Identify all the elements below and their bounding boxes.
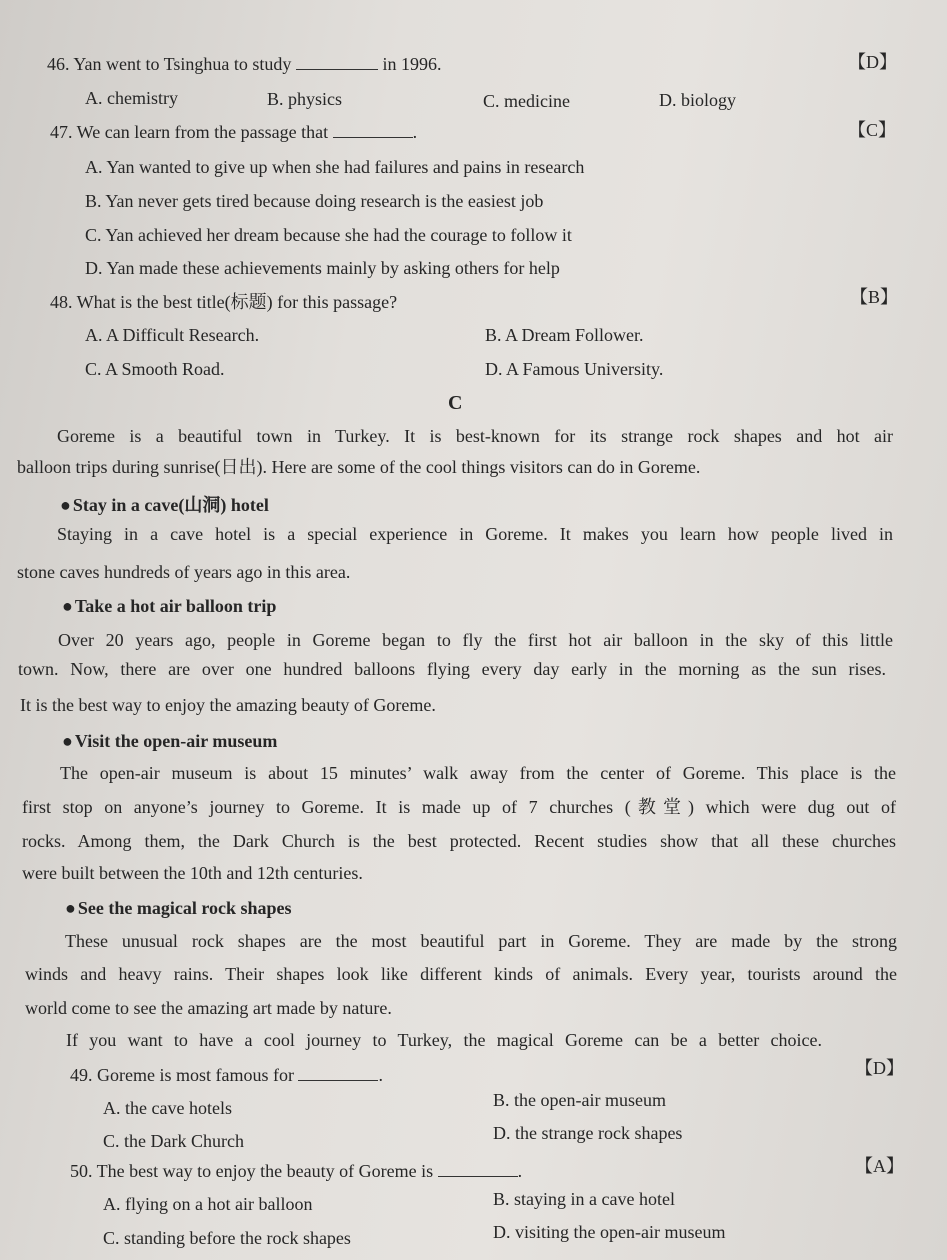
passage-line: winds and heavy rains. Their shapes look like different kinds of animals. Every year, tourists around the [25,964,897,984]
stem-text: 50. The best way to enjoy the beauty of Goreme is [70,1161,434,1181]
option: B. the open-air museum [493,1090,666,1110]
question-46-stem [47,53,441,75]
answer-blank [333,121,413,138]
stem-text: 49. Goreme is most famous for [70,1065,294,1085]
option: C. standing before the rock shapes [103,1228,351,1248]
option: B. A Dream Follower. [485,325,644,345]
passage-line: Goreme is a beautiful town in Turkey. It is best-known for its strange rock shapes and hot air [57,426,893,446]
answer-blank [298,1064,378,1081]
stem-text: 47. We can learn from the passage that [50,122,329,142]
option: B. Yan never gets tired because doing research is the easiest job [85,191,544,211]
question-48-answer: 【B】 [850,287,899,307]
heading-cave-hotel: ● Stay in a cave(山洞) hotel [60,494,269,516]
question-46-answer: 【D】 [848,52,897,72]
passage-line: town. Now, there are over one hundred balloons flying every day early in the morning as the sun rises. [18,659,886,679]
option: D. biology [659,90,737,110]
stem-text: 46. Yan went to Tsinghua to study [47,54,292,74]
passage-line: Staying in a cave hotel is a special experience in Goreme. It makes you learn how people lived in [57,524,893,544]
option: B. staying in a cave hotel [493,1189,675,1209]
option: C. A Smooth Road. [85,359,225,379]
passage-line: These unusual rock shapes are the most beautiful part in Goreme. They are made by the strong [65,931,897,951]
option: A. flying on a hot air balloon [103,1194,313,1214]
option: C. the Dark Church [103,1131,244,1151]
passage-line: were built between the 10th and 12th centuries. [22,863,363,883]
stem-text-end: in 1996. [382,54,442,74]
stem-text-end: . [412,122,418,142]
heading-balloon-trip: ● Take a hot air balloon trip [62,595,276,617]
section-label: C [448,392,463,414]
question-50-answer: 【A】 [855,1156,904,1176]
stem-text-end: . [517,1161,523,1181]
question-49-stem [70,1064,383,1086]
option: B. physics [267,89,343,109]
option: A. A Difficult Research. [85,325,260,345]
passage-line: If you want to have a cool journey to Turkey, the magical Goreme can be a better choice. [66,1030,822,1050]
stem-text-end: . [378,1065,383,1085]
option: D. visiting the open-air museum [493,1222,726,1242]
heading-museum: ● Visit the open-air museum [62,730,277,752]
option: D. A Famous University. [485,359,664,379]
passage-line: The open-air museum is about 15 minutes’ walk away from the center of Goreme. This place is the [60,763,896,783]
option: A. the cave hotels [103,1098,232,1118]
passage-line: stone caves hundreds of years ago in this area. [17,562,351,582]
answer-blank [296,53,378,70]
question-48-stem: 48. What is the best title(标题) for this passage? [50,292,398,312]
passage-line: It is the best way to enjoy the amazing beauty of Goreme. [20,695,436,715]
option: D. the strange rock shapes [493,1123,683,1143]
question-47-stem [50,121,417,143]
passage-line: balloon trips during sunrise(日出). Here are some of the cool things visitors can do in Goreme. [17,457,701,477]
option: C. Yan achieved her dream because she had the courage to follow it [85,225,572,245]
answer-blank [438,1160,518,1177]
question-49-answer: 【D】 [855,1058,904,1078]
question-47-answer: 【C】 [848,120,897,140]
passage-line: first stop on anyone’s journey to Goreme. It is made up of 7 churches (教堂) which were dug out of [22,797,896,817]
passage-line: world come to see the amazing art made by nature. [25,998,392,1018]
passage-line: Over 20 years ago, people in Goreme began to fly the first hot air balloon in the sky of this little [58,630,893,650]
option: A. Yan wanted to give up when she had failures and pains in research [85,157,585,177]
question-50-stem [70,1160,522,1182]
option: C. medicine [483,91,570,111]
heading-rock-shapes: ● See the magical rock shapes [65,897,292,919]
passage-line: rocks. Among them, the Dark Church is the best protected. Recent studies show that all these churches [22,831,896,851]
option: D. Yan made these achievements mainly by asking others for help [85,258,560,278]
option: A. chemistry [85,88,178,108]
